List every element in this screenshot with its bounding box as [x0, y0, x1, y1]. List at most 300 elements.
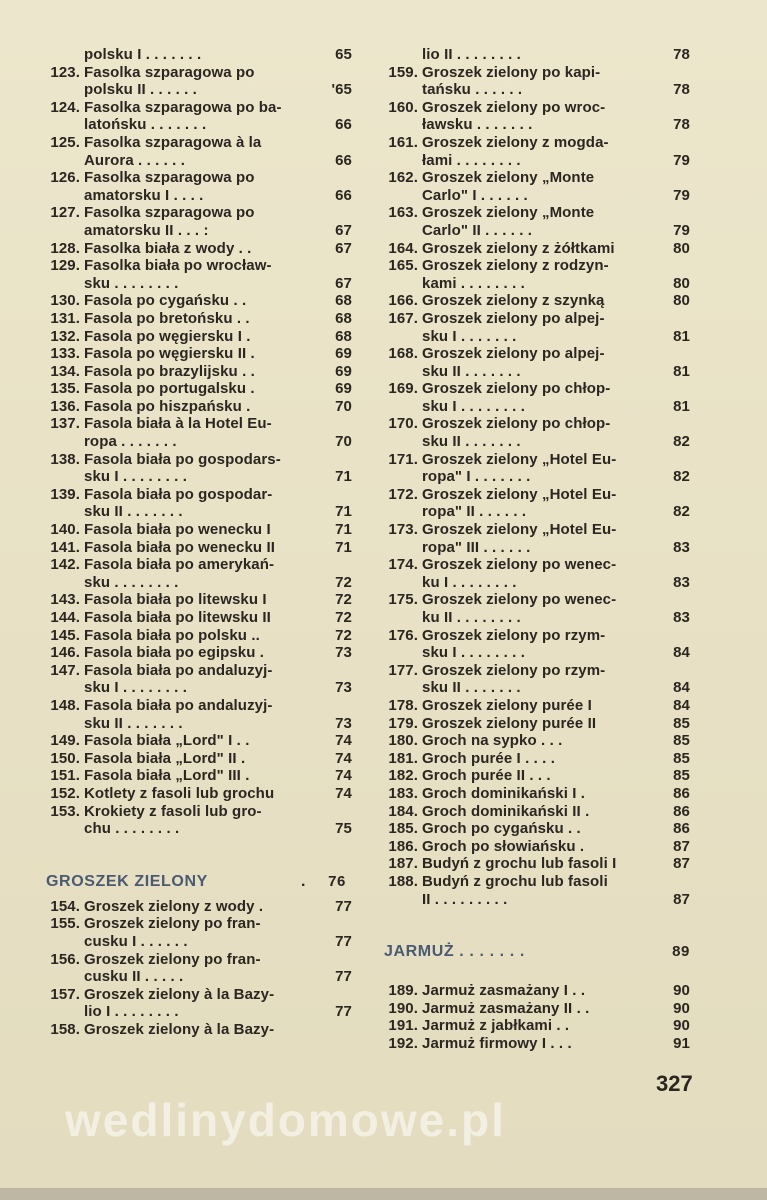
entry-page-ref: 69	[335, 362, 352, 380]
toc-entry	[40, 310, 358, 328]
toc-entry	[40, 574, 358, 592]
page-number: 327	[656, 1071, 693, 1096]
toc-entry	[40, 556, 358, 574]
entry-page-ref: 82	[673, 468, 690, 486]
toc-entry	[40, 46, 358, 64]
entry-title: Jarmuż zasmażany I . .	[422, 982, 586, 1000]
entry-page-ref: 81	[673, 327, 690, 345]
entry-page-ref: 69	[335, 345, 352, 363]
section-title: JARMUŻ . . . . . . .	[384, 943, 525, 961]
entry-title: ropa" I . . . . . . .	[422, 468, 531, 486]
entry-number: 128.	[50, 239, 80, 257]
entry-number: 127.	[50, 204, 80, 222]
entry-number: 161.	[388, 133, 418, 151]
toc-entry	[40, 591, 358, 609]
entry-number: 176.	[388, 626, 418, 644]
entry-number: 150.	[50, 749, 80, 767]
entry-page-ref: 77	[335, 897, 352, 915]
toc-entry	[378, 1000, 694, 1018]
toc-entry	[40, 187, 358, 205]
toc-entry	[40, 275, 358, 293]
entry-number: 145.	[50, 626, 80, 644]
toc-entry	[378, 134, 694, 152]
entry-title: Fasola biała po litewsku II	[84, 609, 271, 626]
toc-entry	[40, 328, 358, 346]
entry-title: Groszek zielony po wenec-	[422, 556, 617, 574]
entry-number: 153.	[50, 802, 80, 820]
entry-title: Groszek zielony z szynką	[422, 292, 605, 310]
toc-entry	[378, 345, 694, 363]
toc-entry	[40, 134, 358, 152]
entry-title: latońsku . . . . . . .	[84, 116, 207, 134]
entry-title: Groch purée I . . . .	[422, 749, 555, 767]
entry-title: Groszek zielony po chłop-	[422, 380, 611, 398]
entry-number: 139.	[50, 485, 80, 503]
entry-number: 178.	[388, 696, 418, 714]
entry-title: lio I . . . . . . . .	[84, 1003, 179, 1021]
toc-entry	[378, 451, 694, 469]
toc-entry	[378, 503, 694, 521]
entry-title: ku II . . . . . . . .	[422, 609, 521, 626]
entry-title: Groszek zielony „Hotel Eu-	[422, 521, 617, 539]
entry-page-ref: 78	[673, 81, 690, 99]
toc-entry	[40, 803, 358, 821]
toc-entry	[378, 275, 694, 293]
toc-list-right	[378, 46, 694, 908]
entry-title: Fasolka szparagowa po	[84, 204, 255, 222]
entry-page-ref: 74	[335, 749, 352, 767]
entry-page-ref: 72	[335, 626, 352, 644]
entry-page-ref: 83	[673, 538, 690, 556]
entry-title: ławsku . . . . . . .	[422, 116, 533, 134]
entry-number: 169.	[388, 380, 418, 398]
toc-entry	[40, 222, 358, 240]
entry-page-ref: 67	[335, 239, 352, 257]
entry-page-ref: 71	[335, 538, 352, 556]
toc-entry	[40, 898, 358, 916]
entry-number: 182.	[388, 767, 418, 785]
toc-entry	[40, 292, 358, 310]
toc-entry	[378, 1017, 694, 1035]
entry-number: 175.	[388, 591, 418, 609]
toc-entry	[378, 81, 694, 99]
entry-title: ropa" II . . . . . .	[422, 503, 527, 521]
entry-number: 173.	[388, 521, 418, 539]
entry-title: lio II . . . . . . . .	[422, 46, 521, 63]
entry-title: Fasola biała po amerykań-	[84, 556, 275, 574]
entry-title: Groch na sypko . . .	[422, 732, 563, 750]
entry-title: Fasola biała po andaluzyj-	[84, 696, 273, 714]
entry-page-ref: 86	[673, 802, 690, 820]
entry-page-ref: 87	[673, 890, 690, 908]
entry-title: Fasolka szparagowa à la	[84, 133, 262, 151]
entry-title: polsku I . . . . . . .	[84, 46, 202, 63]
toc-entry	[378, 240, 694, 258]
entry-title: Fasolka szparagowa po	[84, 169, 255, 187]
toc-entry	[40, 451, 358, 469]
entry-title: ropa" III . . . . . .	[422, 538, 531, 556]
entry-page-ref: 78	[673, 46, 690, 63]
toc-entry	[378, 803, 694, 821]
toc-entry	[378, 380, 694, 398]
toc-entry	[378, 982, 694, 1000]
entry-title: Groch po cygańsku . .	[422, 820, 581, 838]
entry-title: Fasola po brazylijsku . .	[84, 362, 255, 380]
toc-entry	[40, 468, 358, 486]
section-header-jarmuz	[378, 936, 694, 968]
entry-title: tańsku . . . . . .	[422, 81, 523, 99]
entry-number: 162.	[388, 169, 418, 187]
toc-entry	[378, 204, 694, 222]
entry-title: Fasola biała po egipsku .	[84, 644, 265, 662]
entry-title: Fasola po węgiersku I .	[84, 327, 251, 345]
entry-page-ref: 81	[673, 362, 690, 380]
entry-title: Fasola po portugalsku .	[84, 380, 255, 398]
entry-title: Jarmuż firmowy I . . .	[422, 1034, 572, 1052]
entry-number: 142.	[50, 556, 80, 574]
entry-title: Fasola biała po andaluzyj-	[84, 661, 273, 679]
toc-entry	[378, 662, 694, 680]
entry-title: ropa . . . . . . .	[84, 433, 177, 451]
entry-page-ref: 83	[673, 609, 690, 626]
toc-entry	[40, 662, 358, 680]
entry-title: cusku I . . . . . .	[84, 932, 188, 950]
toc-entry	[40, 398, 358, 416]
toc-entry	[40, 767, 358, 785]
entry-title: Kotlety z fasoli lub grochu	[84, 784, 275, 802]
entry-title: Groszek zielony purée II	[422, 714, 597, 732]
toc-entry	[378, 310, 694, 328]
entry-page-ref: 73	[335, 679, 352, 697]
entry-title: Fasolka szparagowa po	[84, 63, 255, 81]
entry-number: 133.	[50, 345, 80, 363]
entry-page-ref: 68	[335, 327, 352, 345]
entry-number: 134.	[50, 362, 80, 380]
entry-title: sku II . . . . . . .	[422, 433, 521, 451]
toc-entry	[40, 951, 358, 969]
watermark-text: wedlinydomowe.pl	[65, 1094, 506, 1146]
entry-number: 143.	[50, 591, 80, 609]
entry-title: Groszek zielony „Monte	[422, 169, 595, 187]
toc-entry	[40, 415, 358, 433]
toc-entry	[40, 116, 358, 134]
toc-entry	[40, 521, 358, 539]
entry-title: Fasola biała po gospodars-	[84, 450, 281, 468]
toc-entry	[40, 715, 358, 733]
entry-number: 159.	[388, 63, 418, 81]
toc-entry	[40, 697, 358, 715]
entry-page-ref: 84	[673, 644, 690, 662]
entry-title: Groszek zielony z wody .	[84, 897, 264, 915]
entry-page-ref: 70	[335, 397, 352, 415]
toc-entry	[40, 986, 358, 1004]
entry-page-ref: 72	[335, 609, 352, 626]
entry-title: sku . . . . . . . .	[84, 573, 179, 591]
toc-entry	[40, 363, 358, 381]
toc-entry	[40, 1021, 358, 1039]
entry-page-ref: 91	[673, 1034, 690, 1052]
toc-entry	[40, 204, 358, 222]
toc-entry	[40, 503, 358, 521]
entry-page-ref: 75	[335, 820, 352, 838]
entry-title: Groszek zielony z mogda-	[422, 133, 609, 151]
entry-number: 167.	[388, 309, 418, 327]
entry-title: Krokiety z fasoli lub gro-	[84, 802, 262, 820]
entry-title: Groszek zielony z żółtkami	[422, 239, 615, 257]
toc-entry	[378, 363, 694, 381]
entry-number: 137.	[50, 415, 80, 433]
entry-title: II . . . . . . . . .	[422, 890, 508, 908]
toc-entry	[40, 486, 358, 504]
toc-entry	[40, 627, 358, 645]
entry-page-ref: 85	[673, 732, 690, 750]
entry-title: Fasola biała po gospodar-	[84, 485, 273, 503]
toc-entry	[40, 433, 358, 451]
toc-entry	[40, 257, 358, 275]
entry-number: 166.	[388, 292, 418, 310]
toc-entry	[40, 1003, 358, 1021]
entry-number: 156.	[50, 950, 80, 968]
entry-title: Jarmuż z jabłkami . .	[422, 1017, 570, 1035]
entry-number: 140.	[50, 521, 80, 539]
entry-number: 155.	[50, 915, 80, 933]
toc-entry	[378, 715, 694, 733]
toc-entry	[378, 732, 694, 750]
entry-number: 160.	[388, 98, 418, 116]
entry-title: Fasolka biała z wody . .	[84, 239, 252, 257]
toc-list-left	[40, 46, 358, 838]
toc-entry	[378, 1035, 694, 1053]
entry-number: 163.	[388, 204, 418, 222]
entry-title: Fasolka biała po wrocław-	[84, 257, 272, 275]
entry-title: Groch dominikański I .	[422, 784, 586, 802]
entry-number: 125.	[50, 133, 80, 151]
entry-title: Groszek zielony po alpej-	[422, 309, 605, 327]
entry-title: Fasola po węgiersku II .	[84, 345, 255, 363]
toc-entry	[378, 328, 694, 346]
toc-entry	[40, 644, 358, 662]
entry-title: Fasola biała à la Hotel Eu-	[84, 415, 272, 433]
toc-entry	[40, 732, 358, 750]
entry-page-ref: 87	[673, 855, 690, 873]
toc-entry	[40, 380, 358, 398]
entry-number: 179.	[388, 714, 418, 732]
entry-number: 144.	[50, 609, 80, 626]
entry-title: kami . . . . . . . .	[422, 274, 525, 292]
entry-title: sku I . . . . . . . .	[84, 679, 187, 697]
toc-entry	[378, 838, 694, 856]
toc-entry	[40, 81, 358, 99]
entry-title: sku . . . . . . . .	[84, 274, 179, 292]
entry-number: 157.	[50, 985, 80, 1003]
entry-number: 171.	[388, 450, 418, 468]
entry-title: Groszek zielony „Hotel Eu-	[422, 485, 617, 503]
entry-number: 147.	[50, 661, 80, 679]
entry-number: 177.	[388, 661, 418, 679]
toc-entry	[378, 767, 694, 785]
toc-entry	[40, 64, 358, 82]
entry-number: 154.	[50, 897, 80, 915]
entry-page-ref: 68	[335, 292, 352, 310]
toc-entry	[378, 398, 694, 416]
toc-entry	[40, 345, 358, 363]
entry-title: Groch purée II . . .	[422, 767, 551, 785]
toc-entry	[378, 116, 694, 134]
section-dots: .	[300, 872, 306, 890]
entry-page-ref: 80	[673, 274, 690, 292]
toc-entry	[378, 257, 694, 275]
toc-entry	[378, 820, 694, 838]
entry-title: Fasola biała po polsku ..	[84, 626, 260, 644]
toc-entry	[40, 152, 358, 170]
entry-page-ref: 73	[335, 644, 352, 662]
section-page-ref: 76	[328, 872, 346, 890]
entry-page-ref: 73	[335, 714, 352, 732]
toc-entry	[378, 891, 694, 909]
entry-number: 190.	[388, 999, 418, 1017]
toc-entry	[378, 433, 694, 451]
entry-number: 138.	[50, 450, 80, 468]
entry-number: 172.	[388, 485, 418, 503]
entry-page-ref: 66	[335, 151, 352, 169]
toc-entry	[378, 785, 694, 803]
toc-entry	[40, 99, 358, 117]
entry-title: Groszek zielony purée I	[422, 696, 592, 714]
toc-entry	[378, 99, 694, 117]
entry-page-ref: 79	[673, 221, 690, 239]
toc-entry	[40, 609, 358, 627]
entry-title: Groszek zielony „Hotel Eu-	[422, 450, 617, 468]
entry-title: sku II . . . . . . .	[84, 714, 183, 732]
entry-title: sku I . . . . . . . .	[422, 397, 525, 415]
entry-title: Fasola biała „Lord" I . .	[84, 732, 250, 750]
entry-title: polsku II . . . . . .	[84, 81, 197, 99]
entry-page-ref: 66	[335, 116, 352, 134]
entry-number: 164.	[388, 239, 418, 257]
entry-title: ku I . . . . . . . .	[422, 573, 517, 591]
entry-page-ref: 82	[673, 503, 690, 521]
entry-title: Groszek zielony po rzym-	[422, 661, 606, 679]
toc-entry	[378, 591, 694, 609]
entry-number: 149.	[50, 732, 80, 750]
entry-number: 135.	[50, 380, 80, 398]
toc-entry	[40, 240, 358, 258]
toc-entry	[40, 750, 358, 768]
toc-entry	[378, 486, 694, 504]
entry-title: Groch po słowiańsku .	[422, 837, 585, 855]
entry-title: amatorsku II . . . :	[84, 221, 209, 239]
entry-page-ref: 80	[673, 292, 690, 310]
entry-number: 168.	[388, 345, 418, 363]
entry-number: 185.	[388, 820, 418, 838]
spacer	[40, 838, 358, 866]
entry-number: 181.	[388, 749, 418, 767]
toc-entry	[378, 750, 694, 768]
entry-title: Carlo" II . . . . . .	[422, 221, 533, 239]
entry-title: Aurora . . . . . .	[84, 151, 185, 169]
entry-number: 174.	[388, 556, 418, 574]
entry-page-ref: 72	[335, 573, 352, 591]
entry-title: sku II . . . . . . .	[422, 362, 521, 380]
entry-number: 123.	[50, 63, 80, 81]
entry-title: Groszek zielony po fran-	[84, 915, 261, 933]
entry-title: Groszek zielony po wenec-	[422, 591, 617, 609]
entry-page-ref: 77	[335, 968, 352, 986]
spacer	[378, 968, 694, 982]
entry-number: 186.	[388, 837, 418, 855]
entry-page-ref: 66	[335, 186, 352, 204]
entry-page-ref: 90	[673, 982, 690, 1000]
entry-title: Groszek zielony po fran-	[84, 950, 261, 968]
entry-title: Groszek zielony po chłop-	[422, 415, 611, 433]
toc-entry	[40, 915, 358, 933]
spacer	[378, 908, 694, 936]
toc-entry	[378, 169, 694, 187]
entry-title: Fasola po cygańsku . .	[84, 292, 247, 310]
entry-number: 183.	[388, 784, 418, 802]
toc-entry	[378, 415, 694, 433]
section-header-groszek	[40, 866, 358, 898]
entry-page-ref: 82	[673, 433, 690, 451]
entry-number: 180.	[388, 732, 418, 750]
toc-entry	[378, 679, 694, 697]
toc-entry	[378, 46, 694, 64]
entry-page-ref: 90	[673, 999, 690, 1017]
entry-page-ref: 84	[673, 679, 690, 697]
toc-entry	[378, 644, 694, 662]
entry-title: Fasola biała po wenecku II	[84, 538, 275, 556]
entry-number: 184.	[388, 802, 418, 820]
entry-number: 141.	[50, 538, 80, 556]
entry-title: Groszek zielony po wroc-	[422, 98, 606, 116]
toc-entry	[378, 64, 694, 82]
entry-number: 146.	[50, 644, 80, 662]
entry-title: Groszek zielony po rzym-	[422, 626, 606, 644]
entry-title: Fasola biała „Lord" III .	[84, 767, 250, 785]
toc-entry	[378, 627, 694, 645]
entry-number: 151.	[50, 767, 80, 785]
toc-column-left	[40, 46, 358, 1038]
entry-page-ref: 74	[335, 767, 352, 785]
toc-entry	[378, 292, 694, 310]
toc-entry	[40, 679, 358, 697]
entry-page-ref: 84	[673, 696, 690, 714]
entry-title: Groszek zielony po alpej-	[422, 345, 605, 363]
entry-page-ref: 87	[673, 837, 690, 855]
toc-list-right-2	[378, 982, 694, 1052]
toc-entry	[40, 933, 358, 951]
entry-number: 192.	[388, 1034, 418, 1052]
entry-number: 191.	[388, 1017, 418, 1035]
entry-page-ref: 86	[673, 820, 690, 838]
entry-title: Jarmuż zasmażany II . .	[422, 999, 590, 1017]
entry-number: 188.	[388, 872, 418, 890]
entry-number: 130.	[50, 292, 80, 310]
entry-page-ref: 79	[673, 186, 690, 204]
entry-number: 126.	[50, 169, 80, 187]
entry-title: Groszek zielony po kapi-	[422, 63, 601, 81]
entry-page-ref: 71	[335, 468, 352, 486]
entry-page-ref: 68	[335, 309, 352, 327]
entry-number: 165.	[388, 257, 418, 275]
entry-page-ref: 79	[673, 151, 690, 169]
entry-number: 152.	[50, 784, 80, 802]
section-title: GROSZEK ZIELONY	[46, 872, 208, 890]
entry-page-ref: 70	[335, 433, 352, 451]
toc-entry	[40, 785, 358, 803]
entry-title: łami . . . . . . . .	[422, 151, 521, 169]
entry-page-ref: 77	[335, 932, 352, 950]
